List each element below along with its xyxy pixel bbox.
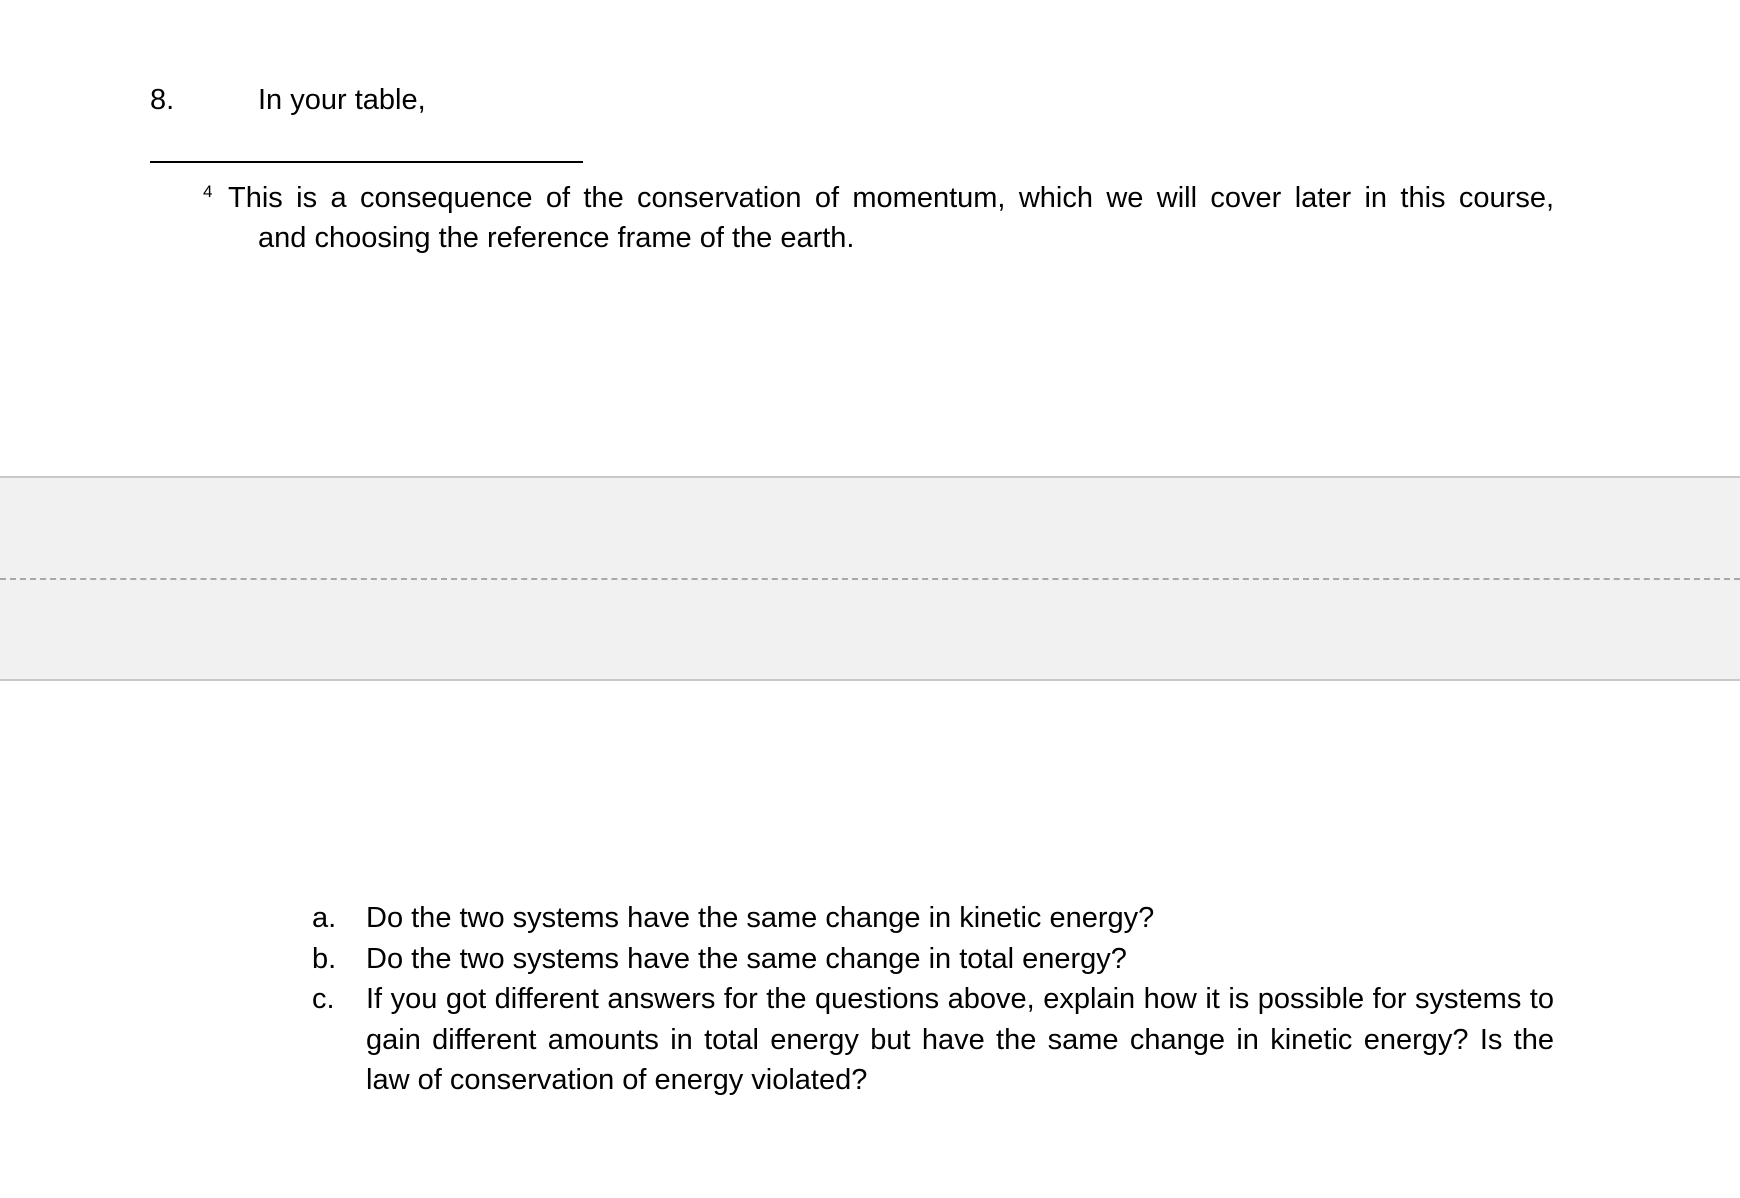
footnote-marker: 4 <box>203 182 213 201</box>
document-page-top <box>0 0 1740 476</box>
footnote-line-2: and choosing the reference frame of the earth. <box>258 222 855 254</box>
item-text: In your table, <box>258 84 426 116</box>
list-item <box>312 979 1554 1101</box>
list-item-letter: c. <box>312 983 335 1015</box>
list-item <box>312 939 1554 980</box>
list-item-text: Do the two systems have the same change in total energy? <box>366 942 1127 975</box>
footnote-separator <box>150 161 583 163</box>
list-item-text: If you got different answers for the questions above, explain how it is possible for systems to gain different amounts in total energy but have the same change in kinetic energy? Is the law of conservation of energy violated? <box>366 983 1554 1096</box>
page-break-gap <box>0 476 1740 681</box>
list-item <box>312 898 1554 939</box>
item-number: 8. <box>150 84 175 116</box>
footnote <box>203 178 1554 258</box>
document-page-bottom <box>0 681 1740 1198</box>
list-item-text: Do the two systems have the same change in kinetic energy? <box>366 902 1155 934</box>
list-item-letter: a. <box>312 902 337 934</box>
page-break-dashed-line <box>0 578 1740 580</box>
list-item-letter: b. <box>312 942 337 975</box>
question-list <box>312 898 1554 1101</box>
footnote-line-1: This is a consequence of the conservation of momentum, which we will cover later in this course, <box>228 182 1554 214</box>
